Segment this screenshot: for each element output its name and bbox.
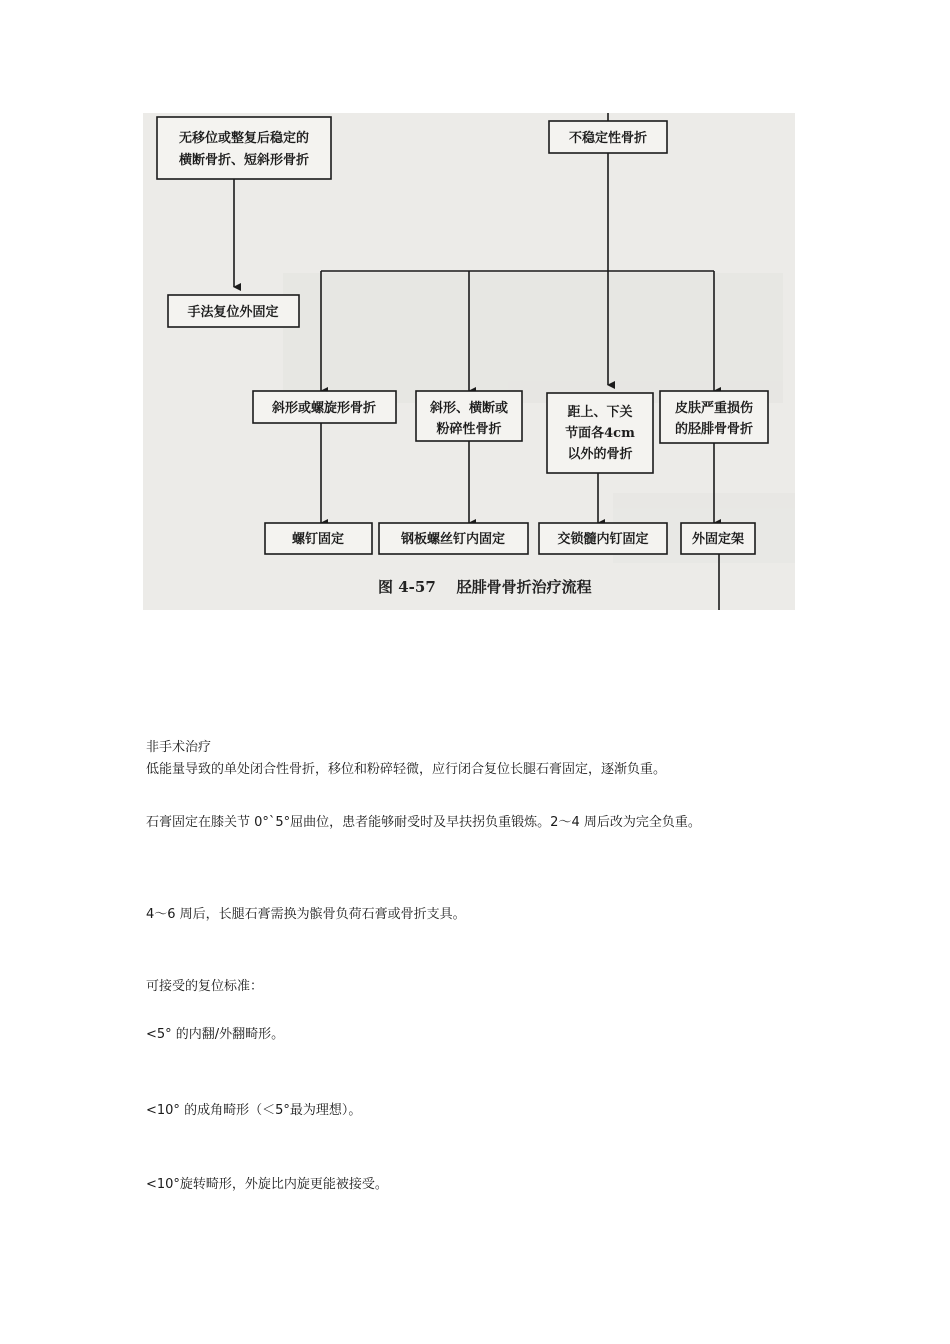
box-plate-label: 钢板螺丝钉内固定 <box>400 532 506 547</box>
box-stable-label-1: 无移位或整复后稳定的 <box>178 131 310 146</box>
box-external-label: 外固定架 <box>691 532 745 547</box>
box-unstable-label: 不稳定性骨折 <box>568 131 648 146</box>
box-skin-label-1: 皮肤严重损伤 <box>674 401 754 416</box>
box-joint-label-2: 节面各4cm <box>565 426 635 441</box>
paragraph-acceptable-criteria: 可接受的复位标准： <box>146 979 264 994</box>
box-skin-label-2: 的胫腓骨骨折 <box>674 422 754 437</box>
criteria-rotation: <10°旋转畸形，外旋比内旋更能被接受。 <box>146 1177 388 1192</box>
box-joint-label-3: 以外的骨折 <box>567 447 633 462</box>
box-comminuted-label-1: 斜形、横断或 <box>429 401 509 416</box>
flowchart-figure <box>143 113 795 610</box>
box-comminuted-label-2: 粉碎性骨折 <box>436 422 502 437</box>
paragraph-cast-position: 石膏固定在膝关节 0°`5°屈曲位，患者能够耐受时及早扶拐负重锻炼。2～4 周后改为完全负重。 <box>146 815 701 830</box>
box-manual-label: 手法复位外固定 <box>187 305 279 320</box>
flowchart-svg <box>143 113 795 610</box>
box-nail-label: 交锁髓内钉固定 <box>557 532 649 547</box>
paragraph-cast-change: 4～6 周后，长腿石膏需换为髌骨负荷石膏或骨折支具。 <box>146 907 466 922</box>
figure-caption: 图 4-57 胫腓骨骨折治疗流程 <box>378 578 592 596</box>
box-spiral-label: 斜形或螺旋形骨折 <box>271 401 377 416</box>
paragraph-closed-reduction: 低能量导致的单处闭合性骨折，移位和粉碎轻微，应行闭合复位长腿石膏固定，逐渐负重。 <box>146 762 667 777</box>
criteria-angulation: <10° 的成角畸形（＜5°最为理想）。 <box>146 1103 362 1118</box>
box-screw-label: 螺钉固定 <box>291 532 345 547</box>
box-joint-label-1: 距上、下关 <box>567 405 633 420</box>
box-stable-fracture <box>157 117 331 179</box>
criteria-varus-valgus: <5° 的内翻/外翻畸形。 <box>146 1027 285 1042</box>
section-heading: 非手术治疗 <box>146 740 212 755</box>
box-stable-label-2: 横断骨折、短斜形骨折 <box>178 153 310 168</box>
